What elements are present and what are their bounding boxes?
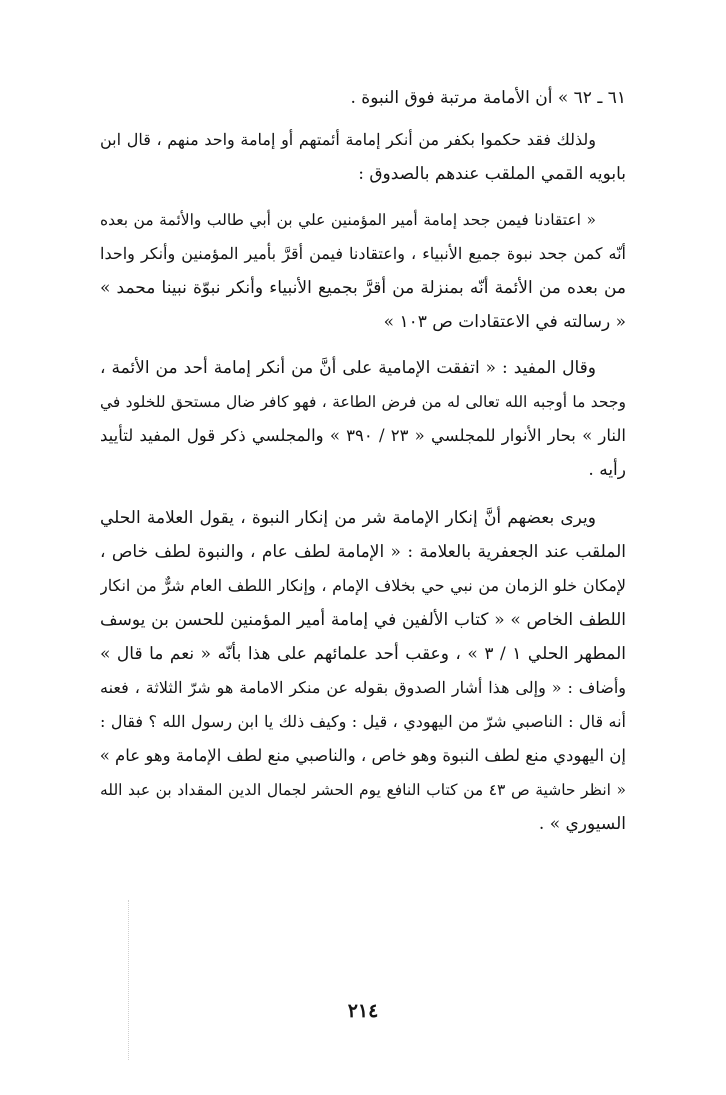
text-line: النار » بحار الأنوار للمجلسي « ٢٣ / ٣٩٠ » والمجلسي ذكر قول المفيد لتأييد: [100, 426, 626, 445]
text-line: « اعتقادنا فيمن جحد إمامة أمير المؤمنين علي بن أبي طالب والأئمة من بعده: [100, 211, 596, 229]
text-line: ولذلك فقد حكموا بكفر من أنكر إمامة أئمتهم أو إمامة واحد منهم ، قال ابن: [100, 130, 596, 149]
text-line: رأيه .: [588, 460, 626, 480]
text-line: لإمكان خلو الزمان من نبي حي بخلاف الإمام ، وإنكار اللطف العام شرٌّ من انكار: [100, 576, 626, 595]
text-line: وجحد ما أوجبه الله تعالى له من فرض الطاعة ، فهو كافر ضال مستحق للخلود في: [100, 393, 626, 411]
text-line: إن اليهودي منع لطف النبوة وهو خاص ، والناصبي منع لطف الإمامة وهو عام »: [100, 746, 626, 765]
text-line: الملقب عند الجعفرية بالعلامة : « الإمامة لطف عام ، والنبوة لطف خاص ،: [100, 542, 626, 562]
text-line: « انظر حاشية ص ٤٣ من كتاب النافع يوم الحشر لجمال الدين المقداد بن عبد الله: [100, 781, 626, 799]
text-line: المطهر الحلي ١ / ٣ » ، وعقب أحد علمائهم على هذا بأنّه « نعم ما قال »: [100, 644, 626, 664]
text-line: ٦١ ـ ٦٢ » أن الأمامة مرتبة فوق النبوة .: [350, 88, 626, 108]
text-line: وأضاف : « وإلى هذا أشار الصدوق بقوله عن منكر الامامة هو شرّ الثلاثة ، فعنه: [100, 678, 626, 697]
gutter-line: [128, 900, 129, 1060]
text-line: ويرى بعضهم أنَّ إنكار الإمامة شر من إنكار النبوة ، يقول العلامة الحلي: [100, 508, 596, 528]
text-line: « رسالته في الاعتقادات ص ١٠٣ »: [383, 312, 626, 332]
text-line: أنه قال : الناصبي شرّ من اليهودي ، قيل : وكيف ذلك يا ابن رسول الله ؟ فقال :: [100, 712, 626, 731]
text-line: أنّه كمن جحد نبوة جميع الأنبياء ، واعتقادنا فيمن أقرَّ بأمير المؤمنين وأنكر واحدا: [100, 244, 626, 263]
text-line: بابويه القمي الملقب عندهم بالصدوق :: [358, 164, 626, 184]
text-line: من بعده من الأئمة أنّه بمنزلة من أقرَّ بجميع الأنبياء وأنكر نبوّة نبينا محمد »: [100, 278, 626, 298]
page-number: ٢١٤: [347, 1000, 379, 1022]
text-line: اللطف الخاص » « كتاب الألفين في إمامة أمير المؤمنين للحسن بن يوسف: [100, 610, 626, 630]
text-line: السيوري » .: [538, 814, 626, 834]
text-line: وقال المفيد : « اتفقت الإمامية على أنَّ من أنكر إمامة أحد من الأئمة ،: [100, 358, 596, 378]
